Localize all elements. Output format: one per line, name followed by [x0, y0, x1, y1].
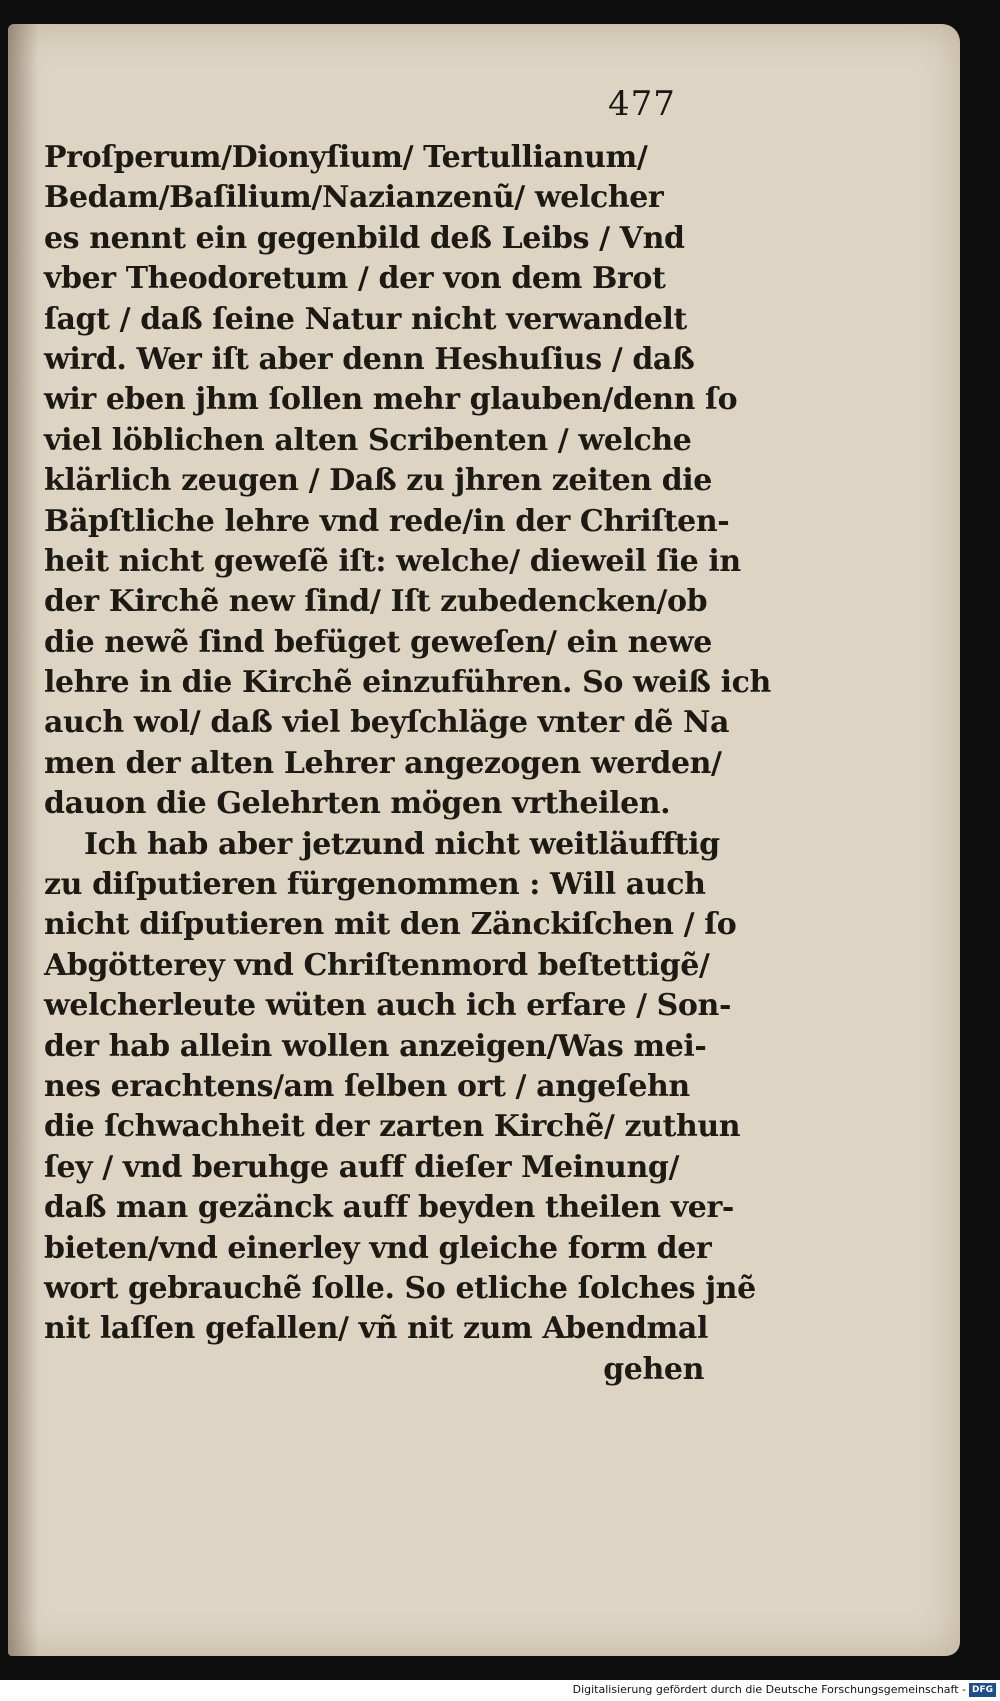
- text-line-9: klärlich zeugen / Daß zu jhren zeiten die: [44, 463, 712, 499]
- text-line-14: lehre in die Kirchẽ einzuführen. So weiß ich: [44, 665, 771, 701]
- text-line-30: nit laſſen gefallen/ vñ nit zum Abendmal: [44, 1311, 708, 1347]
- text-line-10: Bäpſtliche lehre vnd rede/in der Chriſten-: [44, 503, 730, 539]
- text-line-27: daß man gezänck auff beyden theilen ver-: [44, 1190, 734, 1226]
- text-block: [44, 138, 771, 1390]
- text-line-22: welcherleute wüten auch ich erfare / Son-: [44, 988, 732, 1024]
- dfg-logo-icon: DFG: [969, 1683, 996, 1697]
- text-line-8: viel löblichen alten Scribenten / welche: [44, 422, 692, 458]
- text-line-13: die newẽ ſind befüget geweſen/ ein newe: [44, 624, 712, 660]
- text-line-16: men der alten Lehrer angezogen werden/: [44, 745, 722, 781]
- text-line-19: zu diſputieren fürgenommen : Will auch: [44, 867, 706, 903]
- text-line-26: ſey / vnd beruhge auff dieſer Meinung/: [44, 1149, 680, 1185]
- funding-credit: Digitalisierung gefördert durch die Deutsche Forschungsgemeinschaft -: [572, 1683, 966, 1696]
- text-line-3: es nennt ein gegenbild deß Leibs / Vnd: [44, 220, 685, 256]
- text-line-29: wort gebrauchẽ ſolle. So etliche ſolches jnẽ: [44, 1270, 756, 1306]
- text-line-17: dauon die Gelehrten mögen vrtheilen.: [44, 786, 671, 822]
- text-line-6: wird. Wer iſt aber denn Heshuſius / daß: [44, 341, 695, 377]
- text-line-28: bieten/vnd einerley vnd gleiche form der: [44, 1230, 712, 1266]
- text-line-4: vber Theodoretum / der von dem Brot: [44, 261, 666, 297]
- text-line-21: Abgötterey vnd Chriſtenmord beſtettigẽ/: [44, 947, 710, 983]
- text-line-12: der Kirchẽ new ſind/ Iſt zubedencken/ob: [44, 584, 708, 620]
- page-number: 477: [608, 84, 676, 124]
- text-line-25: die ſchwachheit der zarten Kirchẽ/ zuthun: [44, 1109, 741, 1145]
- catchword: gehen: [603, 1351, 704, 1387]
- text-line-7: wir eben jhm ſollen mehr glauben/denn ſo: [44, 382, 738, 418]
- text-line-15: auch wol/ daß viel beyſchläge vnter dẽ Na: [44, 705, 730, 741]
- text-line-24: nes erachtens/am ſelben ort / angeſehn: [44, 1068, 690, 1104]
- text-line-2: Bedam/Baſilium/Nazianzenũ/ welcher: [44, 180, 664, 216]
- text-line-20: nicht diſputieren mit den Zänckiſchen / ſo: [44, 907, 737, 943]
- text-line-11: heit nicht geweſẽ iſt: welche/ dieweil ſie in: [44, 543, 741, 579]
- digitization-footer: [0, 1680, 1000, 1701]
- text-line-5: ſagt / daß ſeine Natur nicht verwandelt: [44, 301, 687, 337]
- text-line-18: Ich hab aber jetzund nicht weitläufftig: [84, 826, 720, 862]
- text-line-1: Proſperum/Dionyſium/ Tertullianum/: [44, 140, 648, 175]
- text-line-23: der hab allein wollen anzeigen/Was mei-: [44, 1028, 707, 1064]
